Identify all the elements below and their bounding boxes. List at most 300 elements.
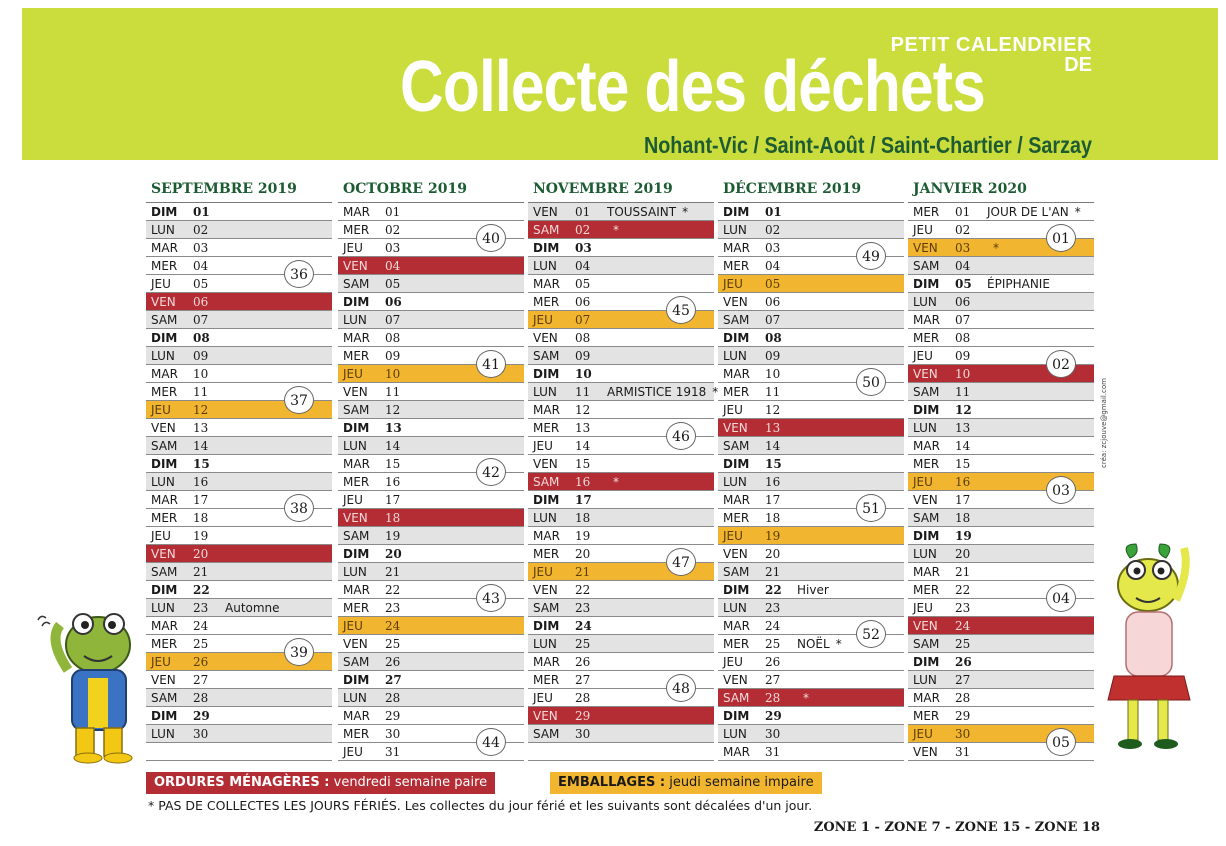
week-number-badge: 39 [284, 638, 314, 666]
day-number: 03 [955, 241, 971, 255]
day-number: 11 [385, 385, 401, 399]
day-number: 28 [193, 691, 209, 705]
day-number: 13 [193, 421, 209, 435]
day-number: 07 [385, 313, 401, 327]
day-number: 24 [193, 619, 209, 633]
day-number: 14 [765, 439, 781, 453]
day-name: DIM [343, 421, 370, 435]
day-label: TOUSSAINT [607, 205, 677, 219]
week-number-badge: 37 [284, 386, 314, 414]
day-row [146, 527, 332, 545]
day-number: 25 [193, 637, 209, 651]
day-row [528, 635, 714, 653]
day-number: 09 [955, 349, 971, 363]
day-row [718, 725, 904, 743]
day-name: SAM [723, 313, 750, 327]
day-row [908, 617, 1094, 635]
day-number: 08 [955, 331, 971, 345]
page-subtitle: Nohant-Vic / Saint-Août / Saint-Chartier / Sarzay [643, 132, 1092, 158]
day-row [338, 545, 524, 563]
day-name: LUN [723, 727, 747, 741]
day-row [528, 203, 714, 221]
header-small-title: PETIT CALENDRIER [890, 34, 1092, 56]
day-row [718, 545, 904, 563]
day-name: MAR [533, 403, 560, 417]
month-column [146, 176, 332, 761]
week-number-badge: 45 [666, 296, 696, 324]
day-number: 25 [955, 637, 971, 651]
day-number: 06 [193, 295, 209, 309]
day-row [338, 671, 524, 689]
day-name: LUN [723, 601, 747, 615]
day-name: MAR [533, 277, 560, 291]
day-number: 22 [385, 583, 401, 597]
day-number: 17 [955, 493, 971, 507]
day-number: 18 [955, 511, 971, 525]
day-name: DIM [151, 709, 178, 723]
day-label: ÉPIPHANIE [987, 277, 1050, 291]
day-name: VEN [343, 511, 368, 525]
day-number: 20 [765, 547, 781, 561]
day-number: 15 [575, 457, 591, 471]
day-label: JOUR DE L'AN [987, 205, 1069, 219]
day-row [718, 203, 904, 221]
day-number: 06 [575, 295, 591, 309]
day-name: MER [533, 295, 560, 309]
day-row [146, 743, 332, 761]
holiday-star-icon: * [993, 241, 999, 255]
day-number: 03 [193, 241, 209, 255]
day-row [528, 239, 714, 257]
week-number-badge: 44 [476, 728, 506, 756]
day-number: 07 [193, 313, 209, 327]
day-name: SAM [533, 475, 560, 489]
day-row [338, 689, 524, 707]
day-row [528, 725, 714, 743]
legend-emballages-title: EMBALLAGES : [558, 775, 666, 790]
day-number: 09 [193, 349, 209, 363]
day-name: DIM [151, 205, 178, 219]
day-number: 27 [575, 673, 591, 687]
day-name: MAR [151, 367, 178, 381]
day-row [528, 221, 714, 239]
header-small-de: DE [1064, 54, 1092, 76]
day-number: 03 [765, 241, 781, 255]
day-number: 13 [385, 421, 402, 435]
day-row [338, 707, 524, 725]
day-name: DIM [343, 673, 370, 687]
day-name: LUN [151, 475, 175, 489]
day-name: JEU [151, 403, 171, 417]
day-number: 18 [765, 511, 781, 525]
day-row [146, 545, 332, 563]
day-row [908, 455, 1094, 473]
day-row [908, 635, 1094, 653]
day-name: JEU [913, 727, 933, 741]
day-name: DIM [151, 583, 178, 597]
day-number: 24 [575, 619, 592, 633]
day-row [528, 509, 714, 527]
day-number: 26 [193, 655, 209, 669]
day-list [718, 202, 904, 761]
day-number: 12 [193, 403, 209, 417]
day-number: 26 [575, 655, 591, 669]
day-label: Automne [225, 601, 280, 615]
day-number: 05 [955, 277, 972, 291]
day-number: 01 [955, 205, 971, 219]
day-row [528, 599, 714, 617]
day-name: SAM [151, 439, 178, 453]
day-number: 19 [765, 529, 781, 543]
day-number: 01 [765, 205, 782, 219]
day-name: MER [343, 475, 370, 489]
legend-emballages [550, 772, 822, 794]
day-row [146, 293, 332, 311]
day-name: LUN [533, 637, 557, 651]
week-number-badge: 47 [666, 548, 696, 576]
day-number: 23 [385, 601, 401, 615]
day-number: 13 [765, 421, 781, 435]
day-row [528, 257, 714, 275]
day-name: SAM [533, 601, 560, 615]
holiday-note: * PAS DE COLLECTES LES JOURS FÉRIÉS. Les collectes du jour férié et les suivants sont décalées d'un jour. [148, 798, 813, 813]
day-number: 29 [955, 709, 971, 723]
day-name: VEN [723, 421, 748, 435]
day-name: LUN [723, 223, 747, 237]
day-number: 17 [765, 493, 781, 507]
day-name: MER [913, 583, 940, 597]
frog-illustration-left [28, 590, 148, 770]
week-number-badge: 49 [856, 242, 886, 270]
week-number-badge: 43 [476, 584, 506, 612]
day-number: 08 [385, 331, 401, 345]
day-name: SAM [913, 637, 940, 651]
day-number: 31 [955, 745, 971, 759]
day-number: 07 [575, 313, 591, 327]
month-column [338, 176, 524, 761]
day-name: MER [913, 457, 940, 471]
day-row [908, 437, 1094, 455]
day-name: JEU [343, 619, 363, 633]
day-name: SAM [533, 727, 560, 741]
day-row [908, 275, 1094, 293]
day-name: DIM [533, 367, 560, 381]
day-number: 21 [193, 565, 209, 579]
day-row [146, 473, 332, 491]
day-name: JEU [533, 691, 553, 705]
day-row [146, 239, 332, 257]
day-name: MER [533, 421, 560, 435]
day-number: 16 [765, 475, 781, 489]
day-row [146, 347, 332, 365]
day-name: SAM [533, 349, 560, 363]
day-number: 09 [765, 349, 781, 363]
day-number: 11 [765, 385, 781, 399]
day-number: 22 [575, 583, 591, 597]
day-number: 20 [193, 547, 209, 561]
day-name: MAR [533, 655, 560, 669]
day-name: JEU [723, 277, 743, 291]
legend-emballages-text: jeudi semaine impaire [669, 775, 814, 790]
day-number: 07 [955, 313, 971, 327]
day-name: JEU [343, 493, 363, 507]
day-row [338, 527, 524, 545]
day-number: 30 [385, 727, 401, 741]
day-name: VEN [151, 295, 176, 309]
page-title: Collecte des déchets [400, 47, 985, 127]
day-number: 28 [385, 691, 401, 705]
credit-text: créa: zcjouve@gmail.com [1100, 377, 1108, 468]
day-number: 14 [193, 439, 209, 453]
day-number: 18 [575, 511, 591, 525]
day-name: VEN [151, 421, 176, 435]
day-row [908, 329, 1094, 347]
day-number: 29 [575, 709, 591, 723]
day-row [146, 203, 332, 221]
day-name: JEU [151, 277, 171, 291]
day-name: MAR [533, 529, 560, 543]
week-number-badge: 05 [1046, 728, 1076, 756]
day-number: 16 [193, 475, 209, 489]
day-row [528, 617, 714, 635]
day-name: LUN [913, 421, 937, 435]
day-row [718, 329, 904, 347]
day-name: MER [151, 385, 178, 399]
day-name: MER [913, 205, 940, 219]
day-row [718, 563, 904, 581]
day-name: JEU [913, 475, 933, 489]
day-row [338, 653, 524, 671]
day-name: MER [723, 511, 750, 525]
day-row [528, 527, 714, 545]
day-name: MAR [723, 493, 750, 507]
day-name: SAM [723, 439, 750, 453]
day-name: MER [913, 709, 940, 723]
day-number: 26 [955, 655, 972, 669]
day-number: 27 [955, 673, 971, 687]
day-name: JEU [151, 529, 171, 543]
day-name: VEN [913, 619, 938, 633]
day-number: 15 [765, 457, 782, 471]
day-row [718, 671, 904, 689]
day-row [528, 581, 714, 599]
day-number: 08 [765, 331, 782, 345]
day-name: MER [343, 727, 370, 741]
day-number: 20 [955, 547, 971, 561]
day-number: 19 [385, 529, 401, 543]
day-number: 10 [575, 367, 592, 381]
day-number: 12 [385, 403, 401, 417]
day-name: DIM [913, 277, 940, 291]
day-name: LUN [343, 313, 367, 327]
day-number: 29 [193, 709, 210, 723]
day-row [718, 743, 904, 761]
day-row [718, 707, 904, 725]
day-name: LUN [151, 727, 175, 741]
day-number: 21 [385, 565, 401, 579]
day-row [908, 653, 1094, 671]
day-row [908, 401, 1094, 419]
day-number: 21 [765, 565, 781, 579]
day-row [146, 437, 332, 455]
zones-text: ZONE 1 - ZONE 7 - ZONE 15 - ZONE 18 [813, 820, 1100, 835]
day-name: VEN [533, 583, 558, 597]
day-label: Hiver [797, 583, 829, 597]
day-number: 14 [575, 439, 591, 453]
day-number: 30 [575, 727, 591, 741]
day-name: LUN [151, 223, 175, 237]
month-column [528, 176, 719, 761]
day-number: 17 [575, 493, 592, 507]
day-name: JEU [723, 403, 743, 417]
day-number: 11 [575, 385, 591, 399]
holiday-star-icon: * [1074, 205, 1081, 219]
day-row [528, 365, 714, 383]
day-name: DIM [533, 241, 560, 255]
day-row [146, 707, 332, 725]
day-name: VEN [723, 673, 748, 687]
day-number: 28 [765, 691, 781, 705]
day-name: VEN [151, 673, 176, 687]
day-number: 19 [575, 529, 591, 543]
day-number: 28 [955, 691, 971, 705]
day-row [528, 275, 714, 293]
day-number: 26 [385, 655, 401, 669]
day-row [718, 275, 904, 293]
day-row [908, 671, 1094, 689]
day-name: SAM [533, 223, 560, 237]
day-number: 22 [955, 583, 971, 597]
holiday-star-icon: * [682, 205, 689, 219]
day-row [718, 581, 904, 599]
day-row [718, 401, 904, 419]
day-row [528, 653, 714, 671]
day-name: LUN [533, 385, 557, 399]
day-row [338, 329, 524, 347]
day-name: VEN [913, 745, 938, 759]
week-number-badge: 42 [476, 458, 506, 486]
day-number: 02 [955, 223, 971, 237]
day-number: 12 [575, 403, 591, 417]
day-number: 02 [575, 223, 591, 237]
day-name: DIM [723, 331, 750, 345]
day-name: MAR [151, 241, 178, 255]
day-name: SAM [343, 277, 370, 291]
day-number: 13 [955, 421, 971, 435]
day-number: 18 [193, 511, 209, 525]
day-number: 10 [955, 367, 971, 381]
day-label: ARMISTICE 1918 [607, 385, 707, 399]
day-number: 23 [955, 601, 971, 615]
day-number: 27 [193, 673, 209, 687]
day-row [528, 707, 714, 725]
day-name: LUN [343, 565, 367, 579]
day-number: 06 [385, 295, 402, 309]
day-name: JEU [533, 565, 553, 579]
day-row [528, 473, 714, 491]
day-number: 04 [193, 259, 209, 273]
day-number: 09 [385, 349, 401, 363]
day-number: 23 [193, 601, 209, 615]
day-row [528, 383, 719, 401]
day-name: MER [913, 331, 940, 345]
day-number: 04 [575, 259, 591, 273]
day-row [146, 329, 332, 347]
holiday-star-icon: * [803, 691, 809, 705]
day-name: DIM [723, 709, 750, 723]
day-name: VEN [913, 367, 938, 381]
day-number: 13 [575, 421, 591, 435]
day-row [718, 473, 904, 491]
day-row [718, 311, 904, 329]
day-row [908, 545, 1094, 563]
day-row [146, 617, 332, 635]
day-name: MER [723, 385, 750, 399]
day-row [718, 437, 904, 455]
day-number: 08 [575, 331, 591, 345]
week-number-badge: 48 [666, 674, 696, 702]
day-name: VEN [913, 241, 938, 255]
day-name: MER [343, 223, 370, 237]
day-number: 05 [193, 277, 209, 291]
day-name: SAM [723, 691, 750, 705]
day-row [908, 509, 1094, 527]
day-number: 20 [575, 547, 591, 561]
day-name: JEU [913, 349, 933, 363]
day-name: SAM [343, 529, 370, 543]
day-name: VEN [533, 457, 558, 471]
day-row [528, 401, 714, 419]
day-row [528, 347, 714, 365]
header-banner [22, 8, 1218, 160]
day-row [718, 419, 904, 437]
day-name: LUN [343, 691, 367, 705]
day-number: 02 [765, 223, 781, 237]
day-name: SAM [151, 565, 178, 579]
day-number: 15 [193, 457, 210, 471]
week-number-badge: 01 [1046, 224, 1076, 252]
day-number: 04 [955, 259, 971, 273]
day-name: SAM [913, 259, 940, 273]
week-number-badge: 36 [284, 260, 314, 288]
day-name: VEN [343, 637, 368, 651]
day-row [908, 293, 1094, 311]
day-name: MER [723, 259, 750, 273]
day-row [338, 311, 524, 329]
day-row [146, 221, 332, 239]
day-name: SAM [343, 655, 370, 669]
day-number: 21 [955, 565, 971, 579]
day-number: 14 [385, 439, 401, 453]
day-row [146, 419, 332, 437]
day-row [146, 581, 332, 599]
week-number-badge: 40 [476, 224, 506, 252]
day-row [338, 419, 524, 437]
day-name: MER [151, 259, 178, 273]
day-name: MAR [723, 241, 750, 255]
day-name: LUN [533, 259, 557, 273]
day-number: 09 [575, 349, 591, 363]
day-number: 01 [575, 205, 591, 219]
week-number-badge: 46 [666, 422, 696, 450]
day-row [146, 689, 332, 707]
day-row [908, 203, 1094, 221]
day-row [338, 293, 524, 311]
day-name: JEU [343, 745, 363, 759]
day-name: MER [533, 547, 560, 561]
day-name: SAM [723, 565, 750, 579]
day-number: 05 [385, 277, 401, 291]
